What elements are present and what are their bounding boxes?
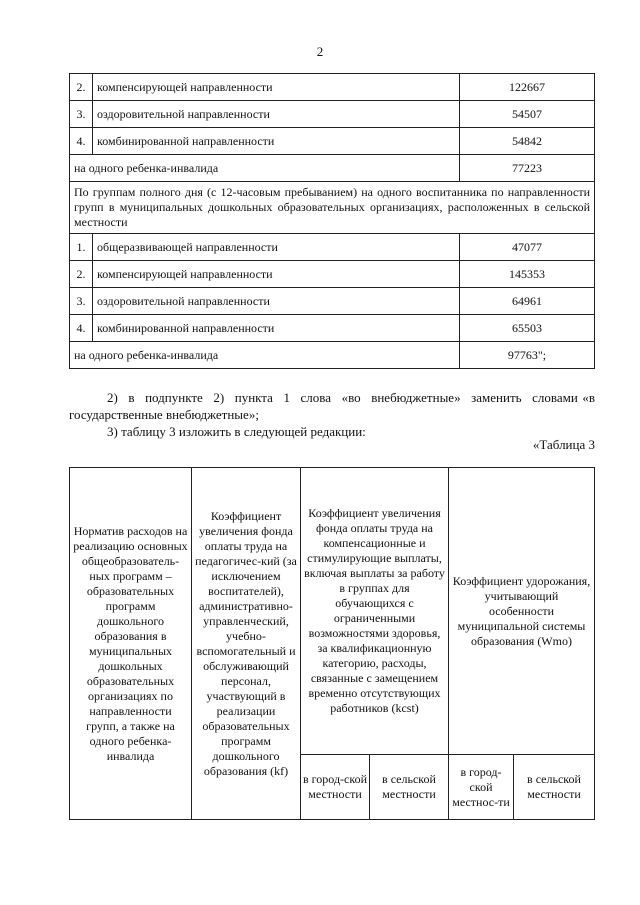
disabled-child-label: на одного ребенка-инвалида (70, 155, 460, 182)
header-wmo: Коэффициент удорожания, учитывающий особенности муниципальной системы образования (Wmo) (449, 468, 595, 755)
row-number: 1. (70, 234, 93, 261)
header-kcst: Коэффициент увеличения фонда оплаты труда на компенсационные и стимулирующие выплаты, включая выплаты за работу в группах для обучающихся с ограниченными возможностями здоровья, за квалификационную категорию, расходы, связанные с замещением временно отсутствующих работников (kcst) (301, 468, 449, 755)
header-normative: Норматив расходов на реализацию основных общеобразователь-ных программ – образовательных программ дошкольного образования в муниципальных дошкольных образовательных организациях по направленности групп, а также на одного ребенка-инвалида (70, 468, 192, 820)
row-value: 65503 (460, 315, 595, 342)
table-3 (69, 467, 595, 820)
row-number: 3. (70, 288, 93, 315)
row-label: оздоровительной направленности (93, 101, 460, 128)
amendment-paragraph-3: 3) таблицу 3 изложить в следующей редакции: (107, 424, 366, 439)
row-value: 54842 (460, 128, 595, 155)
header-kf: Коэффициент увеличения фонда оплаты труда на педагогичес-кий (за исключением воспитателей), административно-управленческий, учебно-вспомогательный и обслуживающий персонал, участвующий в реализации образовательных программ дошкольного образования (kf) (192, 468, 301, 820)
row-number: 2. (70, 261, 93, 288)
row-value: 47077 (460, 234, 595, 261)
disabled-child-label: на одного ребенка-инвалида (70, 342, 460, 369)
sub-header-rural: в сельской местности (514, 755, 595, 820)
table-row (70, 128, 595, 155)
table-row (70, 101, 595, 128)
row-value: 122667 (460, 74, 595, 101)
disabled-child-value: 77223 (460, 155, 595, 182)
sub-header-urban: в город-ской местнос-ти (449, 755, 514, 820)
section-heading: По группам полного дня (с 12-часовым пребыванием) на одного воспитанника по направленности групп в муниципальных дошкольных образовательных организациях, расположенных в сельской местности (70, 182, 595, 234)
table-row (70, 234, 595, 261)
table-row (70, 182, 595, 234)
row-label: комбинированной направленности (93, 128, 460, 155)
row-value: 64961 (460, 288, 595, 315)
table-row (70, 342, 595, 369)
page-number: 2 (316, 44, 324, 59)
normatives-table (69, 73, 595, 369)
row-value: 54507 (460, 101, 595, 128)
table-row (70, 155, 595, 182)
disabled-child-value: 97763"; (460, 342, 595, 369)
table-row (70, 315, 595, 342)
table-row (70, 288, 595, 315)
row-label: оздоровительной направленности (93, 288, 460, 315)
row-label: компенсирующей направленности (93, 261, 460, 288)
paragraph-text: «в государственные внебюджетные»; (69, 390, 596, 422)
row-number: 3. (70, 101, 93, 128)
table-row (70, 261, 595, 288)
amendment-paragraph-2 (69, 389, 595, 423)
table-3-caption: «Таблица 3 (532, 437, 595, 452)
row-label: комбинированной направленности (93, 315, 460, 342)
row-label: компенсирующей направленности (93, 74, 460, 101)
sub-header-rural: в сельской местности (370, 755, 449, 820)
row-number: 2. (70, 74, 93, 101)
paragraph-text: 2) в подпункте 2) пункта 1 слова «во внебюджетные» заменить словами (107, 390, 578, 405)
row-label: общеразвивающей направленности (93, 234, 460, 261)
row-number: 4. (70, 315, 93, 342)
row-number: 4. (70, 128, 93, 155)
sub-header-urban: в город-ской местности (301, 755, 370, 820)
row-value: 145353 (460, 261, 595, 288)
table-header-row (70, 468, 595, 755)
table-row (70, 74, 595, 101)
